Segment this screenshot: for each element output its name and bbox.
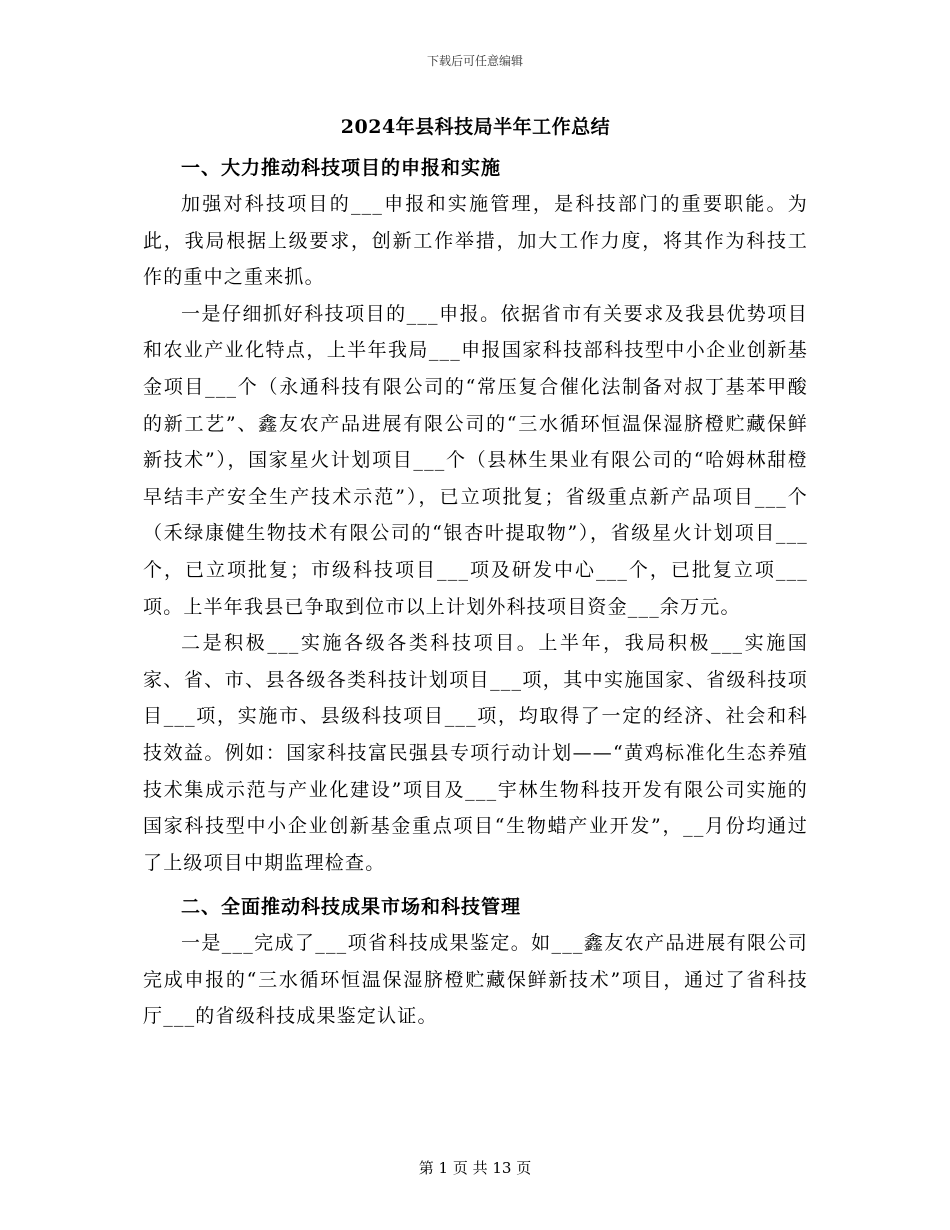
document-title: 2024年县科技局半年工作总结 [340,116,611,138]
section-1-heading: 一、大力推动科技项目的申报和实施 [181,157,502,179]
document-body [143,110,808,1035]
page-number-footer: 第 1 页 共 13 页 [418,1159,532,1177]
page-header-note: 下载后可任意编辑 [426,54,523,68]
section-1-paragraph-1: 加强对科技项目的___申报和实施管理，是科技部门的重要职能。为此，我局根据上级要求，创新工作举措，加大工作力度，将其作为科技工作的重中之重来抓。 [143,193,808,289]
section-2-heading: 二、全面推动科技成果市场和科技管理 [181,896,522,919]
section-1-paragraph-2: 一是仔细抓好科技项目的___申报。依据省市有关要求及我县优势项目和农业产业化特点，上半年我局___申报国家科技部科技型中小企业创新基金项目___个（永通科技有限公司的“常压复合催化法制备对叔丁基苯甲酸的新工艺”、鑫友农产品进展有限公司的“三水循环恒温保湿脐橙贮藏保鲜新技术”），国家星火计划项目___个（县林生果业有限公司的“哈姆林甜橙早结丰产安全生产技术示范”），已立项批复；省级重点新产品项目___个（禾绿康健生物技术有限公司的“银杏叶提取物”），省级星火计划项目___个，已立项批复；市级科技项目___项及研发中心___个，已批复立项___项。上半年我县已争取到位市以上计划外科技项目资金___余万元。 [143,302,808,618]
section-1-paragraph-3: 二是积极___实施各级各类科技项目。上半年，我局积极___实施国家、省、市、县各级各类科技计划项目___项，其中实施国家、省级科技项目___项，实施市、县级科技项目___项，均取得了一定的经济、社会和科技效益。例如：国家科技富民强县专项行动计划——“黄鸡标准化生态养殖技术集成示范与产业化建设”项目及___宇林生物科技开发有限公司实施的国家科技型中小企业创新基金重点项目“生物蜡产业开发”，__月份均通过了上级项目中期监理检查。 [143,632,808,874]
section-2-paragraph-1: 一是___完成了___项省科技成果鉴定。如___鑫友农产品进展有限公司完成申报的“三水循环恒温保湿脐橙贮藏保鲜新技术”项目，通过了省科技厅___的省级科技成果鉴定认证。 [143,932,808,1028]
section-gap [143,881,808,889]
